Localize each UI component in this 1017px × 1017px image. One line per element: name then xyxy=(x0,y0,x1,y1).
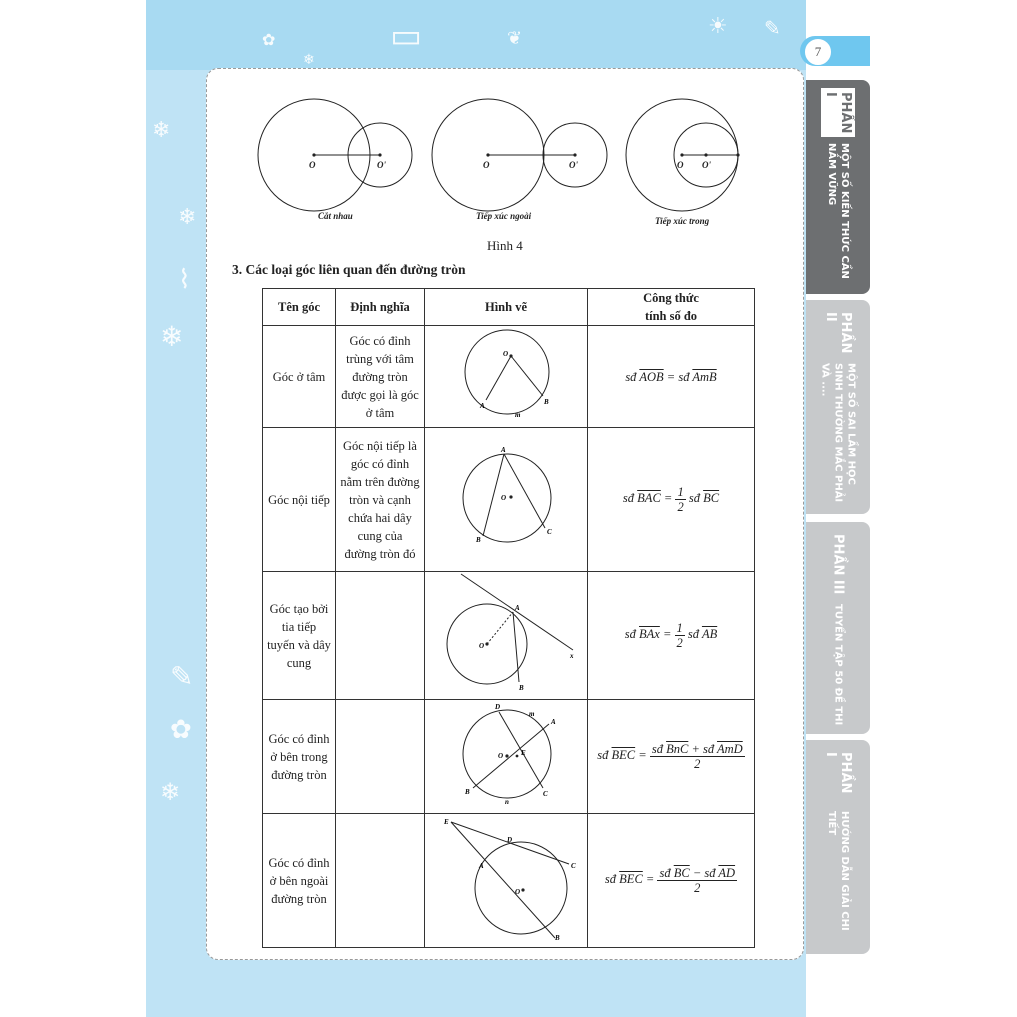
central-angle-diagram xyxy=(431,326,581,422)
figure-label-o: O xyxy=(309,160,316,170)
angle-figure xyxy=(425,428,588,572)
tab-phan-2-label: PHẦN II xyxy=(823,312,853,354)
point-a: A xyxy=(551,718,556,726)
snowflake-icon: ❄ xyxy=(160,320,184,353)
formula-rhs-label: sđ xyxy=(688,491,700,506)
figure-caption-tiep-xuc-ngoai: Tiếp xúc ngoài xyxy=(476,211,532,221)
formula-interior-angle: sđ $\overline{BEC}$ = $\frac{sđ \overline{BnC} + sđ \overline{AmD}}{2}$ xyxy=(597,742,743,771)
angle-name: Góc ở tâm xyxy=(263,326,336,428)
formula-lhs-arc: $\overline{BEC}$ xyxy=(611,748,636,763)
figure-label-o: O xyxy=(483,160,490,170)
formula-lhs-label: sđ xyxy=(604,872,617,887)
formula-rhs-arc: $\overline{AB}$ xyxy=(701,627,718,642)
arc-bc: $\overline{BC}$ xyxy=(673,866,690,880)
angle-figure xyxy=(425,572,588,700)
formula-lhs-arc: $\overline{BEC}$ xyxy=(619,872,643,887)
point-b: B xyxy=(465,788,470,796)
header-cong-thuc: Công thức tính số đo xyxy=(588,289,755,326)
point-o: O xyxy=(479,642,485,650)
exterior-angle-diagram xyxy=(431,814,581,942)
table-row xyxy=(263,814,755,948)
lightbulb-icon: ☀ xyxy=(708,14,728,39)
formula-coefficient xyxy=(675,621,685,650)
formula-lhs-arc: $\overline{BAx}$ xyxy=(639,627,660,642)
formula-coefficient xyxy=(675,485,685,514)
formula-exterior-angle: sđ $\overline{BEC}$ = $\frac{sđ \overline{BC} - sđ \overline{AD}}{2}$ xyxy=(604,866,736,895)
point-a: A xyxy=(480,402,485,410)
formula-inscribed-angle: sđ $\overline{BAC}$ = $\frac{1}{2}$ sđ $\overline{BC}$ xyxy=(622,485,720,514)
point-b: B xyxy=(544,398,549,406)
butterfly-icon: ✿ xyxy=(170,715,192,745)
formula-lhs-label: sđ xyxy=(625,369,637,384)
table-row xyxy=(263,326,755,428)
interior-angle-diagram xyxy=(431,700,581,808)
tab-phan-2[interactable] xyxy=(806,300,870,514)
figure-caption-tiep-xuc-trong: Tiếp xúc trong xyxy=(655,216,710,226)
point-a: A xyxy=(501,446,506,454)
point-n: n xyxy=(505,798,509,806)
point-d: D xyxy=(495,703,501,711)
table-header-row xyxy=(263,289,755,326)
angle-formula xyxy=(588,700,755,814)
coef-den: 2 xyxy=(677,500,684,514)
point-c: C xyxy=(547,528,552,536)
figure-label-o2: O' xyxy=(569,160,578,170)
point-o: O xyxy=(515,888,521,896)
table-row xyxy=(263,572,755,700)
point-d: D xyxy=(507,836,513,844)
angle-figure xyxy=(425,700,588,814)
tab-phan-4-label: PHẦN I xyxy=(823,752,853,794)
angle-name: Góc nội tiếp xyxy=(263,428,336,572)
tab-phan-3-label: PHẦN III xyxy=(830,534,846,595)
header-ten-goc: Tên góc xyxy=(263,289,336,326)
formula-rhs-arc: $\overline{AmB}$ xyxy=(692,369,717,384)
formula-rhs-arc: $\overline{BC}$ xyxy=(703,491,720,506)
figure-label-o2: O' xyxy=(702,160,711,170)
tab-phan-1-label: PHẦN I xyxy=(821,88,855,137)
tangent-chord-diagram xyxy=(431,572,581,694)
arc-ad: $\overline{AD}$ xyxy=(718,866,736,880)
figure-caption-cat-nhau: Cắt nhau xyxy=(318,211,353,221)
header-dinh-nghia: Định nghĩa xyxy=(336,289,425,326)
tab-phan-4[interactable] xyxy=(806,740,870,954)
tab-phan-3-desc: TUYỂN TẬP 50 ĐỀ THI xyxy=(832,604,844,726)
formula-tangent-chord: sđ $\overline{BAx}$ = $\frac{1}{2}$ sđ $\overline{AB}$ xyxy=(624,621,718,650)
formula-lhs-label: sđ xyxy=(624,627,636,642)
point-c: C xyxy=(571,862,576,870)
formula-lhs-label: sđ xyxy=(622,491,635,506)
butterfly-icon: ✿ xyxy=(262,30,276,49)
angle-formula xyxy=(588,428,755,572)
arc-bnc: $\overline{BnC}$ xyxy=(666,742,689,756)
formula-lhs-label: sđ xyxy=(597,748,609,763)
table-row xyxy=(263,428,755,572)
tab-phan-1-desc: MỘT SỐ KIẾN THỨC CẦN NẮM VỮNG xyxy=(826,143,850,280)
point-m: m xyxy=(515,411,521,419)
figure-label-o: O xyxy=(677,160,684,170)
pencil-icon: ✎ xyxy=(170,660,194,693)
angle-name: Góc có đỉnh ở bên ngoài đường tròn xyxy=(263,814,336,948)
point-a: A xyxy=(479,862,484,870)
formula-rhs-label: sđ xyxy=(678,369,690,384)
tab-phan-1[interactable] xyxy=(806,80,870,294)
formula-rhs-label: sđ xyxy=(687,627,700,642)
arc-amd: $\overline{AmD}$ xyxy=(717,742,743,756)
point-b: B xyxy=(555,934,560,942)
snowflake-icon: ❄ xyxy=(178,205,197,230)
snowflake-icon: ❄ xyxy=(152,118,171,143)
point-x: x xyxy=(570,652,574,660)
coef-num: 1 xyxy=(676,621,683,635)
section-heading: 3. Các loại góc liên quan đến đường tròn xyxy=(232,262,466,277)
formula-fraction xyxy=(657,866,737,895)
figure-caption: Hình 4 xyxy=(487,238,523,253)
formula-central-angle: sđ $\overline{AOB}$ = sđ $\overline{AmB}$ xyxy=(625,369,717,384)
header-hinh-ve: Hình vẽ xyxy=(425,289,588,326)
point-e: E xyxy=(444,818,449,826)
angle-formula xyxy=(588,572,755,700)
coef-den: 2 xyxy=(676,636,683,650)
paperclip-icon: ⌇ xyxy=(178,265,191,295)
operator: − xyxy=(692,866,702,880)
leaf-icon: ❦ xyxy=(507,28,523,49)
angle-definition: Góc nội tiếp là góc có đỉnh nằm trên đường tròn và cạnh chứa hai dây cung của đường tròn đó xyxy=(336,428,425,572)
formula-lhs-arc: $\overline{AOB}$ xyxy=(639,369,664,384)
formula-denominator: 2 xyxy=(694,881,701,895)
tab-phan-2-desc: MỘT SỐ SAI LẦM HỌC SINH THƯỜNG MẮC PHẢI VÀ .... xyxy=(819,363,857,503)
briefcase-icon: ▭ xyxy=(390,16,423,56)
angle-name: Góc có đỉnh ở bên trong đường tròn xyxy=(263,700,336,814)
point-o: O xyxy=(503,350,509,358)
table-row xyxy=(263,700,755,814)
tab-phan-4-desc: HƯỚNG DẪN GIẢI CHI TIẾT xyxy=(826,811,850,931)
angle-definition xyxy=(336,572,425,700)
formula-numerator: sđ $\overline{BnC}$ + sđ $\overline{AmD}$ xyxy=(651,742,743,756)
angle-definition: Góc có đỉnh trùng với tâm đường tròn được gọi là góc ở tâm xyxy=(336,326,425,428)
operator: + xyxy=(691,742,700,756)
angle-definition xyxy=(336,700,425,814)
snowflake-icon: ❄ xyxy=(303,52,315,68)
formula-lhs-arc: $\overline{BAC}$ xyxy=(637,491,661,506)
point-o: O xyxy=(501,494,507,502)
coef-num: 1 xyxy=(677,485,684,499)
point-a: A xyxy=(515,604,520,612)
inscribed-angle-diagram xyxy=(431,442,581,552)
angle-formula xyxy=(588,326,755,428)
point-m: m xyxy=(529,710,535,718)
point-b: B xyxy=(519,684,524,692)
formula-numerator: sđ $\overline{BC}$ − sđ $\overline{AD}$ xyxy=(659,866,736,880)
point-e: E xyxy=(521,749,526,757)
formula-fraction xyxy=(650,742,745,771)
angle-figure xyxy=(425,814,588,948)
figure-label-o2: O' xyxy=(377,160,386,170)
angle-name: Góc tạo bởi tia tiếp tuyến và dây cung xyxy=(263,572,336,700)
angle-figure xyxy=(425,326,588,428)
pencil-icon: ✎ xyxy=(764,16,781,40)
point-b: B xyxy=(476,536,481,544)
point-c: C xyxy=(543,790,548,798)
point-o: O xyxy=(498,752,504,760)
angle-formula xyxy=(588,814,755,948)
angle-types-table xyxy=(262,288,755,948)
formula-denominator: 2 xyxy=(694,757,701,771)
page-number: 7 xyxy=(804,38,832,66)
angle-definition xyxy=(336,814,425,948)
snowflake-icon: ❄ xyxy=(160,778,181,806)
tab-phan-3[interactable] xyxy=(806,522,870,734)
